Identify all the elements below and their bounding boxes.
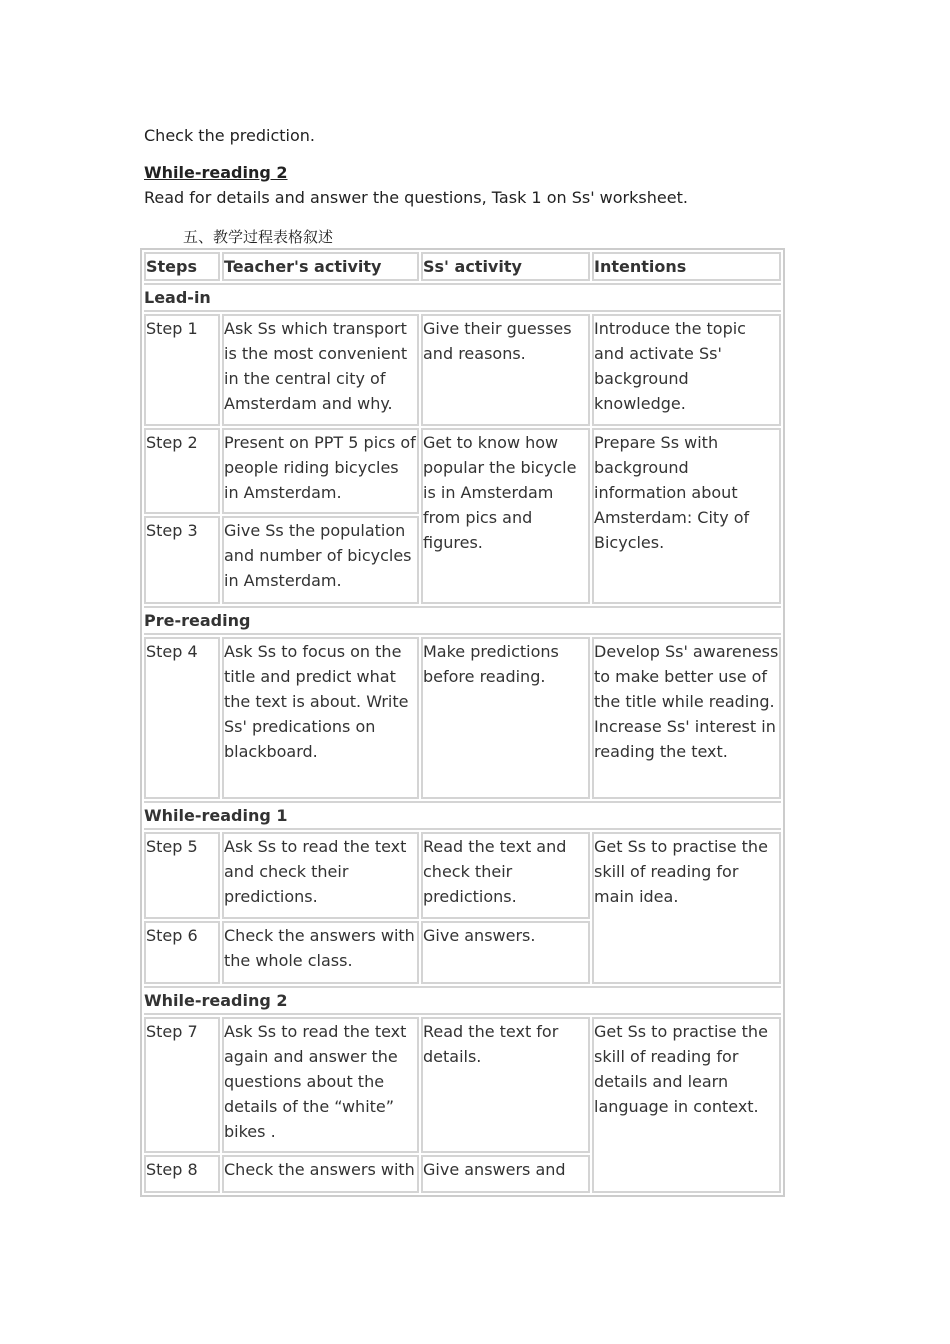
intent-cell: Develop Ss' awareness to make better use of the title while reading. Increase Ss' interest in reading the text. [592,637,781,799]
intent-cell: Get Ss to practise the skill of reading for details and learn language in context. [592,1017,781,1193]
step-cell: Step 2 [144,428,220,514]
teacher-cell: Give Ss the population and number of bicycles in Amsterdam. [222,516,419,604]
section-row: Pre-reading [144,606,781,635]
body-text: Read for details and answer the questions, Task 1 on Ss' worksheet. [144,188,688,207]
ss-cell: Get to know how popular the bicycle is in Amsterdam from pics and figures. [421,428,590,604]
ss-cell: Give answers and [421,1155,590,1193]
table-row [144,314,781,426]
step-cell: Step 6 [144,921,220,984]
header-cell: Steps [144,252,220,281]
intent-cell: Prepare Ss with background information about Amsterdam: City of Bicycles. [592,428,781,604]
teaching-process-table [140,248,785,1197]
intent-cell: Get Ss to practise the skill of reading for main idea. [592,832,781,984]
table-row [144,832,781,919]
teacher-cell: Ask Ss to read the text and check their predictions. [222,832,419,919]
teacher-cell: Present on PPT 5 pics of people riding bicycles in Amsterdam. [222,428,419,514]
step-cell: Step 4 [144,637,220,799]
section-title: 五、教学过程表格叙述 [183,228,334,246]
section-row: While-reading 2 [144,986,781,1015]
step-cell: Step 7 [144,1017,220,1153]
step-cell: Step 5 [144,832,220,919]
header-cell: Ss' activity [421,252,590,281]
header-cell: Intentions [592,252,781,281]
teacher-cell: Check the answers with [222,1155,419,1193]
section-row: Lead-in [144,283,781,312]
ss-cell: Make predictions before reading. [421,637,590,799]
step-cell: Step 8 [144,1155,220,1193]
ss-cell: Read the text for details. [421,1017,590,1153]
ss-cell: Read the text and check their predictions. [421,832,590,919]
table-row [144,1017,781,1153]
section-row: While-reading 1 [144,801,781,830]
header-cell: Teacher's activity [222,252,419,281]
teacher-cell: Ask Ss to read the text again and answer the questions about the details of the “white” bikes . [222,1017,419,1153]
ss-cell: Give their guesses and reasons. [421,314,590,426]
step-cell: Step 1 [144,314,220,426]
section-heading: While-reading 2 [144,163,288,182]
table-header-row [144,252,781,281]
teacher-cell: Ask Ss which transport is the most convenient in the central city of Amsterdam and why. [222,314,419,426]
teacher-cell: Ask Ss to focus on the title and predict what the text is about. Write Ss' predications on blackboard. [222,637,419,799]
step-cell: Step 3 [144,516,220,604]
teacher-cell: Check the answers with the whole class. [222,921,419,984]
body-text: Check the prediction. [144,126,316,145]
table-row [144,428,781,514]
table-row [144,637,781,799]
ss-cell: Give answers. [421,921,590,984]
intent-cell: Introduce the topic and activate Ss' background knowledge. [592,314,781,426]
